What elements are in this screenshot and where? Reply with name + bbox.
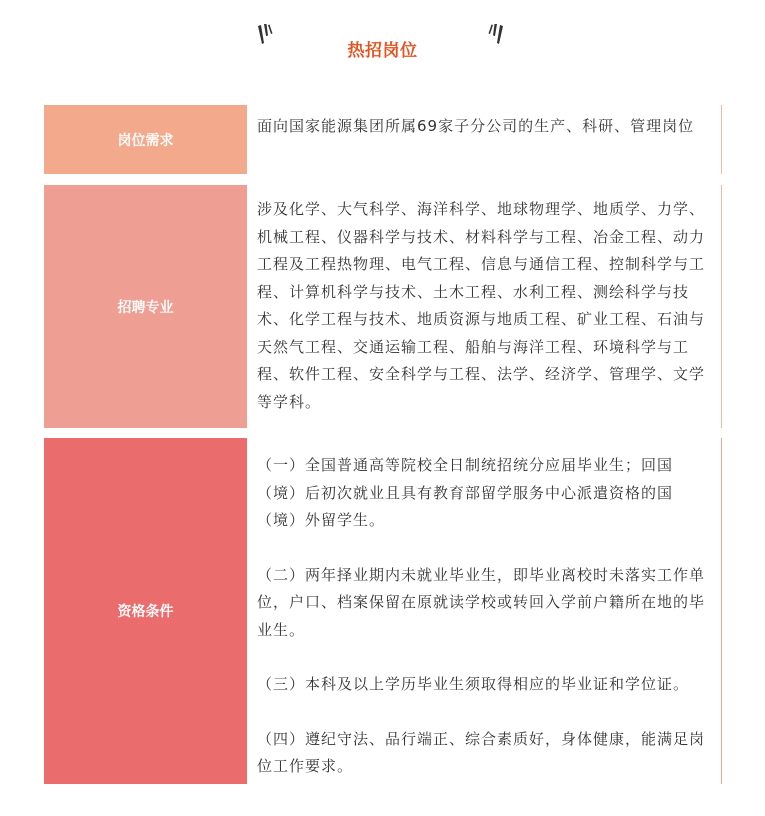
qualification-paragraph: （三）本科及以上学历毕业生须取得相应的毕业证和学位证。	[257, 675, 690, 693]
section-header	[0, 0, 765, 80]
qualification-paragraph: （二）两年择业期内未就业毕业生，即毕业离校时未落实工作单位，户口、档案保留在原就读学校或转回入学前户籍所在地的毕业生。	[257, 565, 706, 639]
row-label: 招聘专业	[44, 185, 247, 428]
majors-row	[44, 185, 722, 428]
qualification-paragraph: （一）全国普通高等院校全日制统招统分应届毕业生；回国（境）后初次就业且具有教育部留学服务中心派遣资格的国（境）外留学生。	[257, 456, 674, 529]
row-content: 面向国家能源集团所属69家子分公司的生产、科研、管理岗位	[247, 105, 722, 174]
row-label: 资格条件	[44, 438, 247, 784]
job-requirement-row	[44, 105, 722, 174]
page-title: 热招岗位	[347, 41, 418, 61]
sparkle-strokes-right-icon	[486, 22, 508, 48]
row-content: 涉及化学、大气科学、海洋科学、地球物理学、地质学、力学、机械工程、仪器科学与技术、材料科学与工程、冶金工程、动力工程及工程热物理、电气工程、信息与通信工程、控制科学与工程、计算机科学与技术、土木工程、水利工程、测绘科学与技术、化学工程与技术、地质资源与地质工程、矿业工程、石油与天然气工程、交通运输工程、船舶与海洋工程、环境科学与工程、软件工程、安全科学与工程、法学、经济学、管理学、文学等学科。	[247, 185, 722, 428]
row-label: 岗位需求	[44, 105, 247, 174]
qualification-paragraph: （四）遵纪守法、品行端正、综合素质好，身体健康，能满足岗位工作要求。	[257, 729, 706, 775]
qualifications-row	[44, 438, 722, 784]
row-content	[247, 438, 722, 784]
